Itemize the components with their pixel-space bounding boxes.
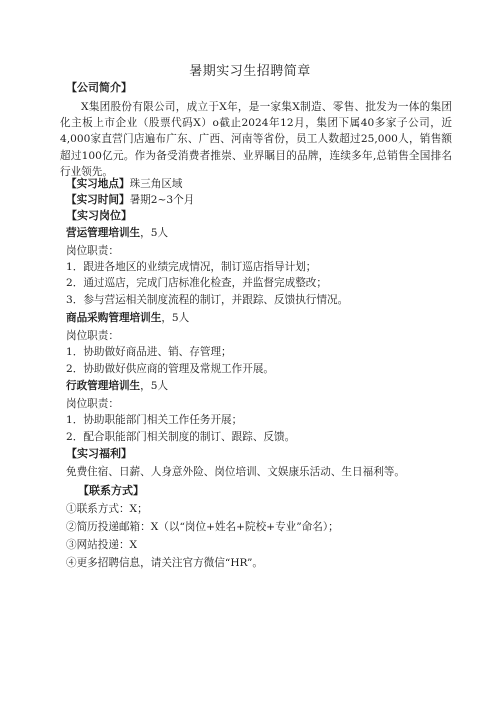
benefits-heading: 【实习福利】: [66, 447, 132, 460]
duration-label: 【实习时间】: [66, 194, 130, 206]
location-label: 【实习地点】: [66, 178, 130, 190]
positions-heading: 【实习岗位】: [66, 209, 132, 222]
duration-value: 暑期2~3个月: [129, 194, 195, 206]
position-duty-item: 2．配合职能部门相关制度的制订、跟踪、反馈。: [66, 431, 296, 443]
position-name: 营运管理培训生: [66, 227, 141, 239]
position-count: ，5人: [161, 312, 190, 324]
position-title: [66, 226, 168, 240]
position-duty-item: 1．协助做好商品进、销、存管理；: [66, 346, 232, 358]
contact-item: ④更多招聘信息，请关注官方微信“HR”。: [66, 557, 263, 569]
internship-location: [66, 177, 183, 191]
document-title: 暑期实习生招聘简章: [189, 64, 311, 79]
position-name: 行政管理培训生: [66, 380, 141, 392]
position-duty-item: 2．协助做好供应商的管理及常规工作开展。: [66, 363, 275, 375]
position-duties-label: 岗位职责：: [66, 330, 119, 342]
contact-item: ②简历投递邮箱：X（以“岗位+姓名+院校+专业”命名）；: [66, 521, 339, 533]
company-intro-body: X集团股份有限公司，成立于X年，是一家集X制造、零售、批发为一体的集团化主板上市企业（股票代码X）o截止2024年12月，集团下属40多家子公司，近4,000家直营门店遍布广东、广西、河南等省份，员工人数超过25,000人，销售额超过100亿元。作为备受消费者推崇、业界瞩目的品牌，连续多年,总销售全国排名行业领先。: [60, 101, 452, 178]
position-count: ，5人: [140, 380, 169, 392]
location-value: 珠三角区域: [129, 178, 183, 190]
position-name: 商品采购管理培训生: [66, 312, 162, 324]
position-duty-item: 1．协助职能部门相关工作任务开展；: [66, 414, 243, 426]
position-duties-label: 岗位职责：: [66, 245, 119, 257]
position-duty-item: 1．跟进各地区的业绩完成情况，制订巡店指导计划；: [66, 261, 317, 273]
position-duty-item: 2．通过巡店，完成门店标准化检查，并监督完成整改；: [66, 277, 327, 289]
internship-duration: [66, 193, 194, 207]
contact-item: ③网站投递：X: [66, 539, 138, 551]
position-title: [66, 379, 168, 393]
position-duties-label: 岗位职责：: [66, 398, 119, 410]
position-title: [66, 311, 189, 325]
benefits-body: 免费住宿、日薪、人身意外险、岗位培训、文娱康乐活动、生日福利等。: [66, 466, 405, 478]
contact-heading: 【联系方式】: [78, 484, 144, 497]
position-duty-item: 3．参与营运相关制度流程的制订，并跟踪、反馈执行情况。: [66, 294, 349, 306]
position-count: ，5人: [140, 227, 169, 239]
contact-item: ①联系方式：X；: [66, 503, 148, 515]
company-intro-heading: 【公司简介】: [66, 81, 132, 94]
